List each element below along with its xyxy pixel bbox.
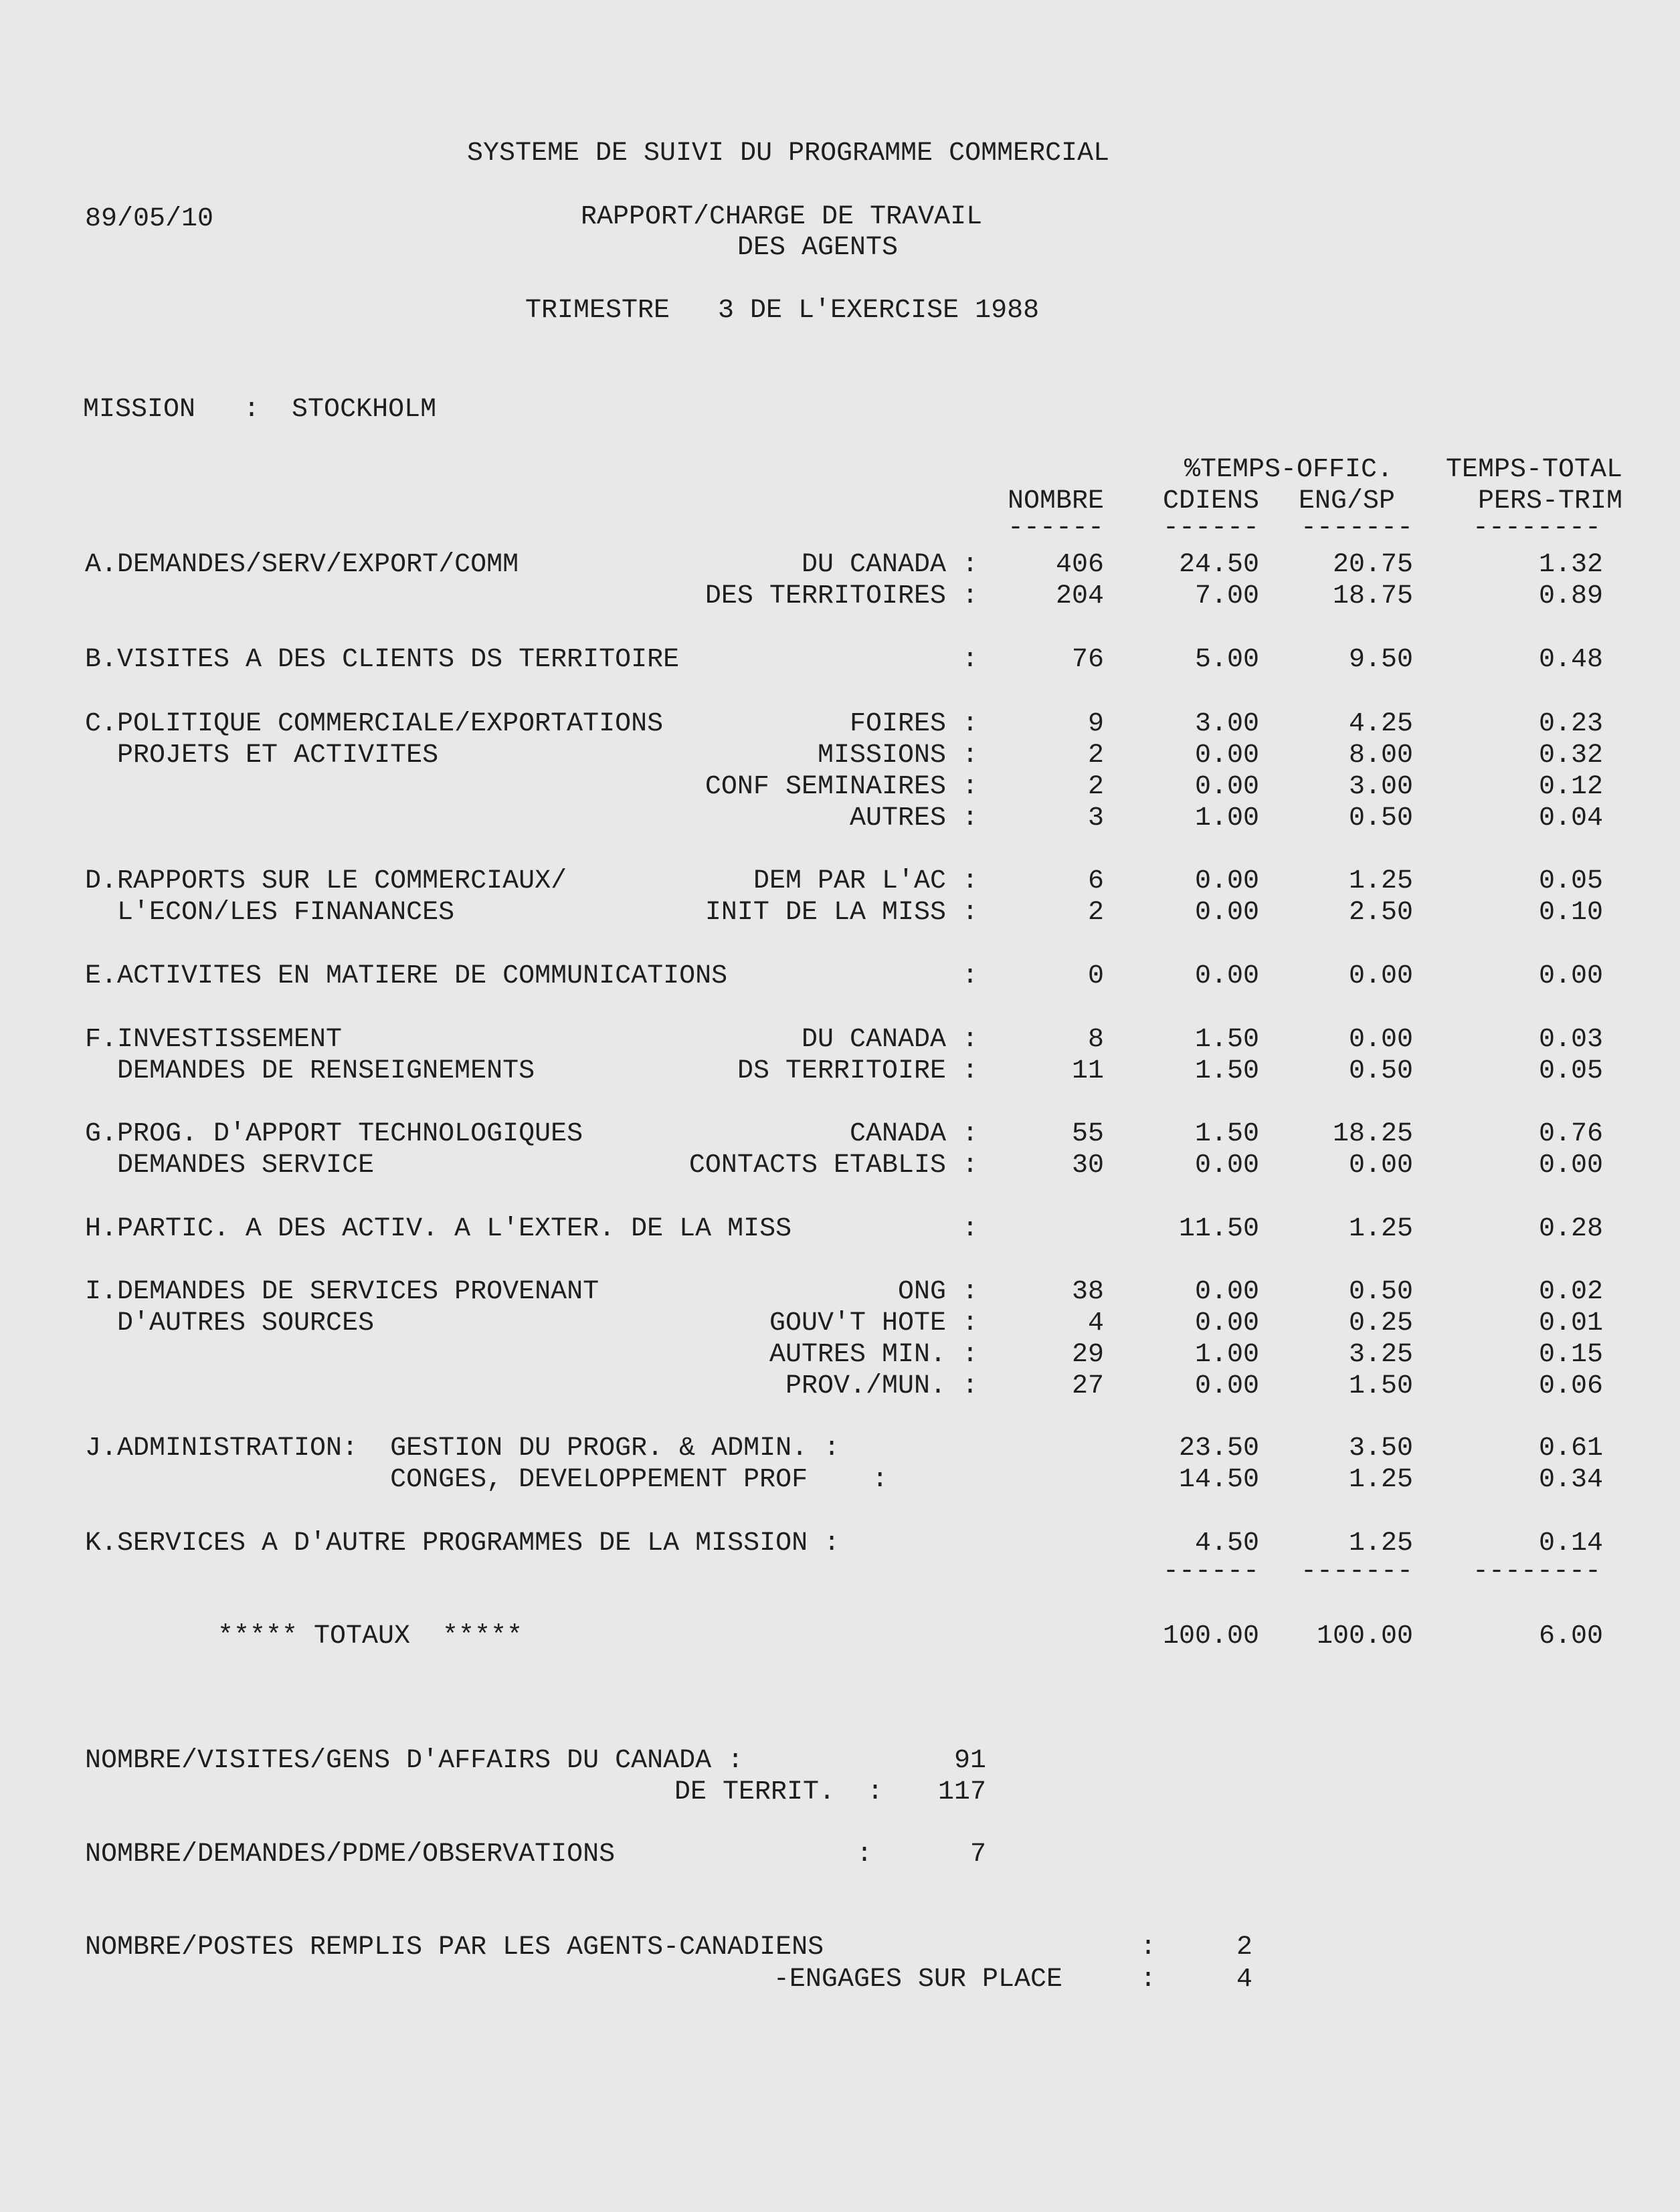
totals-underline-perstrim: -------- [1472,1556,1601,1587]
totals-underline-cdiens: ------ [1162,1556,1259,1587]
row-nombre: 11 [1071,1056,1104,1086]
row-nombre: 55 [1071,1119,1104,1149]
row-label: H.PARTIC. A DES ACTIV. A L'EXTER. DE LA MISS [85,1214,792,1244]
row-cdiens: 24.50 [1178,550,1259,580]
row-nombre: 27 [1071,1371,1104,1401]
row-nombre: 76 [1071,645,1104,675]
row-perstrim: 0.48 [1538,645,1603,675]
row-nombre: 8 [1087,1025,1104,1055]
row-nombre: 406 [1055,550,1104,580]
row-nombre: 29 [1071,1340,1104,1370]
row-cdiens: 0.00 [1194,961,1259,991]
row-perstrim: 0.10 [1538,898,1603,928]
row-label: C.POLITIQUE COMMERCIALE/EXPORTATIONS [85,709,664,739]
row-cdiens: 0.00 [1194,866,1259,896]
col-underline-nombre: ------ [1007,513,1104,543]
row-engsp: 4.25 [1348,709,1413,739]
row-label: D.RAPPORTS SUR LE COMMERCIAUX/ [85,866,567,896]
engages-value: 4 [1236,1965,1252,1995]
row-label: I.DEMANDES DE SERVICES PROVENANT [85,1277,599,1307]
row-sublabel: DEM PAR L'AC : [753,866,978,896]
row-cdiens: 0.00 [1194,1371,1259,1401]
row-perstrim: 0.00 [1538,961,1603,991]
row-cdiens: 4.50 [1194,1528,1259,1559]
row-label: B.VISITES A DES CLIENTS DS TERRITOIRE [85,645,680,675]
row-sublabel: : [961,961,978,991]
row-engsp: 20.75 [1332,550,1413,580]
visites-canada-value: 91 [953,1746,986,1776]
row-nombre: 2 [1087,772,1104,802]
row-sublabel: CANADA : [849,1119,978,1149]
row-engsp: 1.25 [1348,1528,1413,1559]
row-engsp: 0.00 [1348,1025,1413,1055]
row-sublabel: AUTRES : [849,803,978,833]
row-engsp: 0.50 [1348,803,1413,833]
row-sublabel: DU CANADA : [801,1025,978,1055]
row-nombre: 30 [1071,1150,1104,1181]
row-sublabel: : [961,1214,978,1244]
postes-label: NOMBRE/POSTES REMPLIS PAR LES AGENTS-CANADIENS [85,1932,824,1963]
row-perstrim: 0.00 [1538,1150,1603,1181]
report-title-line-1: RAPPORT/CHARGE DE TRAVAIL [581,202,983,232]
col-header-cdiens: CDIENS [1162,486,1259,516]
row-nombre: 9 [1087,709,1104,739]
row-perstrim: 0.23 [1538,709,1603,739]
col-header-temps-total: TEMPS-TOTAL [1445,455,1622,485]
totals-underline-engsp: ------- [1300,1556,1413,1587]
row-cdiens: 1.50 [1194,1119,1259,1149]
totals-cdiens: 100.00 [1162,1621,1259,1651]
row-nombre: 0 [1087,961,1104,991]
row-cdiens: 0.00 [1194,898,1259,928]
postes-colon: : [1140,1932,1157,1963]
row-label: L'ECON/LES FINANANCES [85,898,455,928]
row-nombre: 204 [1055,581,1104,611]
col-header-perstrim: PERS-TRIM [1477,486,1622,516]
row-engsp: 3.25 [1348,1340,1413,1370]
row-nombre: 3 [1087,803,1104,833]
row-engsp: 0.50 [1348,1277,1413,1307]
row-sublabel: DU CANADA : [801,550,978,580]
col-header-temps-offic: %TEMPS-OFFIC. [1184,455,1393,485]
mission-label: MISSION : STOCKHOLM [83,395,437,425]
report-title-line-2: DES AGENTS [737,233,899,263]
row-perstrim: 0.12 [1538,772,1603,802]
row-perstrim: 0.03 [1538,1025,1603,1055]
row-cdiens: 0.00 [1194,1308,1259,1338]
row-nombre: 6 [1087,866,1104,896]
row-cdiens: 0.00 [1194,1150,1259,1181]
row-cdiens: 1.00 [1194,1340,1259,1370]
row-cdiens: 5.00 [1194,645,1259,675]
row-nombre: 2 [1087,898,1104,928]
visites-territ-label: DE TERRIT. : [674,1777,883,1807]
row-cdiens: 7.00 [1194,581,1259,611]
row-engsp: 18.75 [1332,581,1413,611]
totals-label: ***** TOTAUX ***** [217,1621,523,1651]
row-sublabel: DS TERRITOIRE : [737,1056,978,1086]
row-cdiens: 1.00 [1194,803,1259,833]
row-perstrim: 0.01 [1538,1308,1603,1338]
col-underline-cdiens: ------ [1162,513,1259,543]
row-cdiens: 11.50 [1178,1214,1259,1244]
row-sublabel: CONF SEMINAIRES : [705,772,978,802]
row-sublabel: INIT DE LA MISS : [705,898,978,928]
row-label: F.INVESTISSEMENT [85,1025,343,1055]
row-engsp: 8.00 [1348,740,1413,771]
row-cdiens: 1.50 [1194,1025,1259,1055]
row-label: PROJETS ET ACTIVITES [85,740,439,771]
row-engsp: 3.00 [1348,772,1413,802]
row-nombre: 2 [1087,740,1104,771]
row-label: J.ADMINISTRATION: GESTION DU PROGR. & ADMIN. : [85,1433,840,1464]
row-sublabel: MISSIONS : [817,740,978,771]
row-sublabel: FOIRES : [849,709,978,739]
row-engsp: 0.25 [1348,1308,1413,1338]
row-sublabel: CONTACTS ETABLIS : [688,1150,978,1181]
row-cdiens: 14.50 [1178,1465,1259,1495]
pdme-label: NOMBRE/DEMANDES/PDME/OBSERVATIONS [85,1839,616,1870]
row-label: DEMANDES SERVICE [85,1150,375,1181]
row-engsp: 9.50 [1348,645,1413,675]
row-perstrim: 0.15 [1538,1340,1603,1370]
row-sublabel: DES TERRITOIRES : [705,581,978,611]
row-perstrim: 0.06 [1538,1371,1603,1401]
row-perstrim: 0.05 [1538,866,1603,896]
row-perstrim: 0.61 [1538,1433,1603,1464]
row-engsp: 1.25 [1348,1214,1413,1244]
row-cdiens: 0.00 [1194,740,1259,771]
col-header-engsp: ENG/SP [1298,486,1395,516]
row-cdiens: 23.50 [1178,1433,1259,1464]
engages-colon: : [1140,1965,1157,1995]
row-sublabel: PROV./MUN. : [785,1371,978,1401]
row-cdiens: 3.00 [1194,709,1259,739]
row-label: A.DEMANDES/SERV/EXPORT/COMM [85,550,519,580]
row-sublabel: GOUV'T HOTE : [769,1308,978,1338]
row-nombre: 38 [1071,1277,1104,1307]
row-label: E.ACTIVITES EN MATIERE DE COMMUNICATIONS [85,961,728,991]
row-perstrim: 0.05 [1538,1056,1603,1086]
row-label: K.SERVICES A D'AUTRE PROGRAMMES DE LA MISSION : [85,1528,840,1559]
row-cdiens: 0.00 [1194,772,1259,802]
row-label: CONGES, DEVELOPPEMENT PROF : [85,1465,889,1495]
row-engsp: 18.25 [1332,1119,1413,1149]
row-perstrim: 0.02 [1538,1277,1603,1307]
system-title: SYSTEME DE SUIVI DU PROGRAMME COMMERCIAL [467,138,1110,169]
row-nombre: 4 [1087,1308,1104,1338]
postes-canadiens-value: 2 [1236,1932,1252,1963]
row-sublabel: ONG : [897,1277,978,1307]
report-date: 89/05/10 [85,204,214,234]
row-engsp: 0.00 [1348,961,1413,991]
row-perstrim: 0.76 [1538,1119,1603,1149]
row-engsp: 3.50 [1348,1433,1413,1464]
row-engsp: 2.50 [1348,898,1413,928]
pdme-value: 7 [969,1839,986,1870]
row-perstrim: 0.34 [1538,1465,1603,1495]
totals-engsp: 100.00 [1316,1621,1413,1651]
visites-territ-value: 117 [937,1777,986,1807]
row-perstrim: 0.32 [1538,740,1603,771]
col-header-nombre: NOMBRE [1007,486,1104,516]
row-engsp: 0.50 [1348,1056,1413,1086]
totals-perstrim: 6.00 [1538,1621,1603,1651]
engages-label: -ENGAGES SUR PLACE [773,1965,1062,1995]
pdme-colon: : [856,1839,873,1870]
quarter-line: TRIMESTRE 3 DE L'EXERCISE 1988 [525,296,1040,326]
row-perstrim: 1.32 [1538,550,1603,580]
row-cdiens: 0.00 [1194,1277,1259,1307]
row-perstrim: 0.28 [1538,1214,1603,1244]
row-engsp: 1.50 [1348,1371,1413,1401]
row-perstrim: 0.89 [1538,581,1603,611]
row-sublabel: AUTRES MIN. : [769,1340,978,1370]
row-perstrim: 0.14 [1538,1528,1603,1559]
row-label: G.PROG. D'APPORT TECHNOLOGIQUES [85,1119,583,1149]
visites-label: NOMBRE/VISITES/GENS D'AFFAIRS DU CANADA : [85,1746,744,1776]
row-engsp: 1.25 [1348,866,1413,896]
row-sublabel: : [961,645,978,675]
row-label: D'AUTRES SOURCES [85,1308,375,1338]
row-perstrim: 0.04 [1538,803,1603,833]
row-engsp: 1.25 [1348,1465,1413,1495]
col-underline-perstrim: -------- [1472,513,1601,543]
row-label: DEMANDES DE RENSEIGNEMENTS [85,1056,535,1086]
row-cdiens: 1.50 [1194,1056,1259,1086]
row-engsp: 0.00 [1348,1150,1413,1181]
col-underline-engsp: ------- [1300,513,1413,543]
